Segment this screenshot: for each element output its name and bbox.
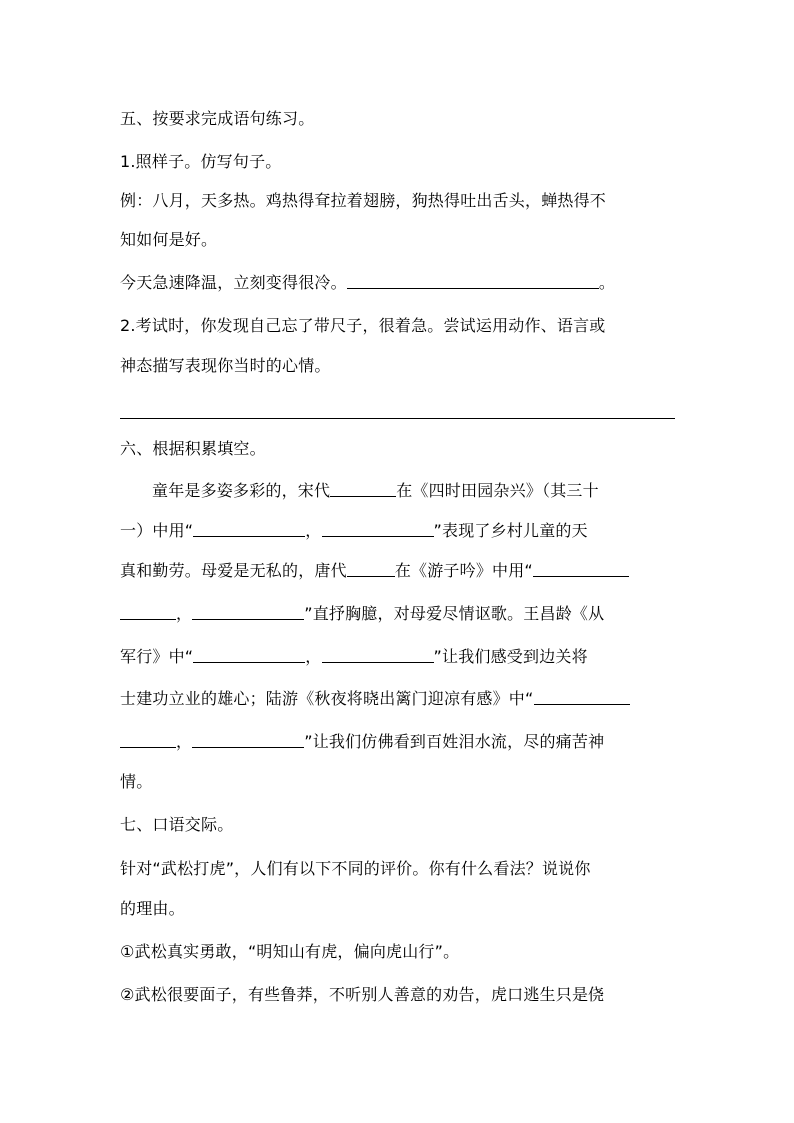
s6-text: ”让我们感受到边关将 [433,647,588,666]
q2-line1: 2.考试时，你发现自己忘了带尺子，很着急。尝试运用动作、语言或 [120,316,606,335]
s6-text: 在《游子吟》中用“ [394,561,533,580]
s6-text: 真和勤劳。母爱是无私的，唐代 [120,561,347,580]
blank-poem-line[interactable] [322,520,434,537]
q1-prompt: 今天急速降温，立刻变得很冷。 [120,273,347,292]
q1-title: 1.照样子。仿写句子。 [120,152,282,171]
s7-option-2: ②武松很要面子，有些鲁莽，不听别人善意的劝告，虎口逃生只是侥 [120,985,605,1004]
s6-text: 军行》中“ [120,647,194,666]
blank-poem-line[interactable] [534,688,630,705]
s6-text: ”让我们仿佛看到百姓泪水流，尽的痛苦神 [304,732,605,751]
s6-text: ， [305,647,322,666]
s7-intro-line1: 针对“武松打虎”，人们有以下不同的评价。你有什么看法？说说你 [120,859,591,878]
q2-answer-line[interactable] [120,418,675,419]
q1-example-line1: 例：八月，天多热。鸡热得耷拉着翅膀，狗热得吐出舌头，蝉热得不 [120,191,607,210]
s7-intro-line2: 的理由。 [120,899,185,918]
s6-text: 在《四时田园杂兴》（其三十 [396,481,599,500]
s6-line2 [120,520,588,542]
section5-heading: 五、按要求完成语句练习。 [120,109,315,128]
blank-song-poet[interactable] [330,480,396,497]
s6-text: ， [305,521,322,540]
s6-line7 [120,731,604,753]
q1-example-line2: 知如何是好。 [120,230,218,249]
s6-line3 [120,560,629,582]
q1-prompt-line [120,272,615,294]
s6-text: 一）中用“ [120,521,194,540]
s6-text: 童年是多姿多彩的，宋代 [152,481,331,500]
blank-poem-line[interactable] [120,731,176,748]
q1-answer-blank[interactable] [347,272,599,289]
blank-poem-line[interactable] [192,731,304,748]
s6-text: ， [176,604,193,623]
s6-line1 [152,480,599,502]
s6-line6 [120,688,630,710]
blank-poem-line[interactable] [322,646,434,663]
blank-poem-line[interactable] [533,560,629,577]
s7-option-1: ①武松真实勇敢，“明知山有虎，偏向虎山行”。 [120,942,460,961]
q2-line2: 神态描写表现你当时的心情。 [120,356,331,375]
blank-tang-poet[interactable] [347,560,395,577]
blank-poem-line[interactable] [120,603,176,620]
s6-text: ”表现了乡村儿童的天 [433,521,588,540]
s6-line4 [120,603,604,625]
section7-heading: 七、口语交际。 [120,815,234,834]
s6-text: 士建功立业的雄心；陆游《秋夜将晓出篱门迎凉有感》中“ [120,689,534,708]
s6-text: ， [176,732,193,751]
section6-heading: 六、根据积累填空。 [120,439,266,458]
s6-line5 [120,646,588,668]
blank-poem-line[interactable] [193,646,305,663]
blank-poem-line[interactable] [192,603,304,620]
q1-end-punct: 。 [598,273,616,292]
s6-text: ”直抒胸臆，对母爱尽情讴歌。王昌龄《从 [304,604,605,623]
blank-poem-line[interactable] [193,520,305,537]
s6-line8: 情。 [120,772,153,791]
